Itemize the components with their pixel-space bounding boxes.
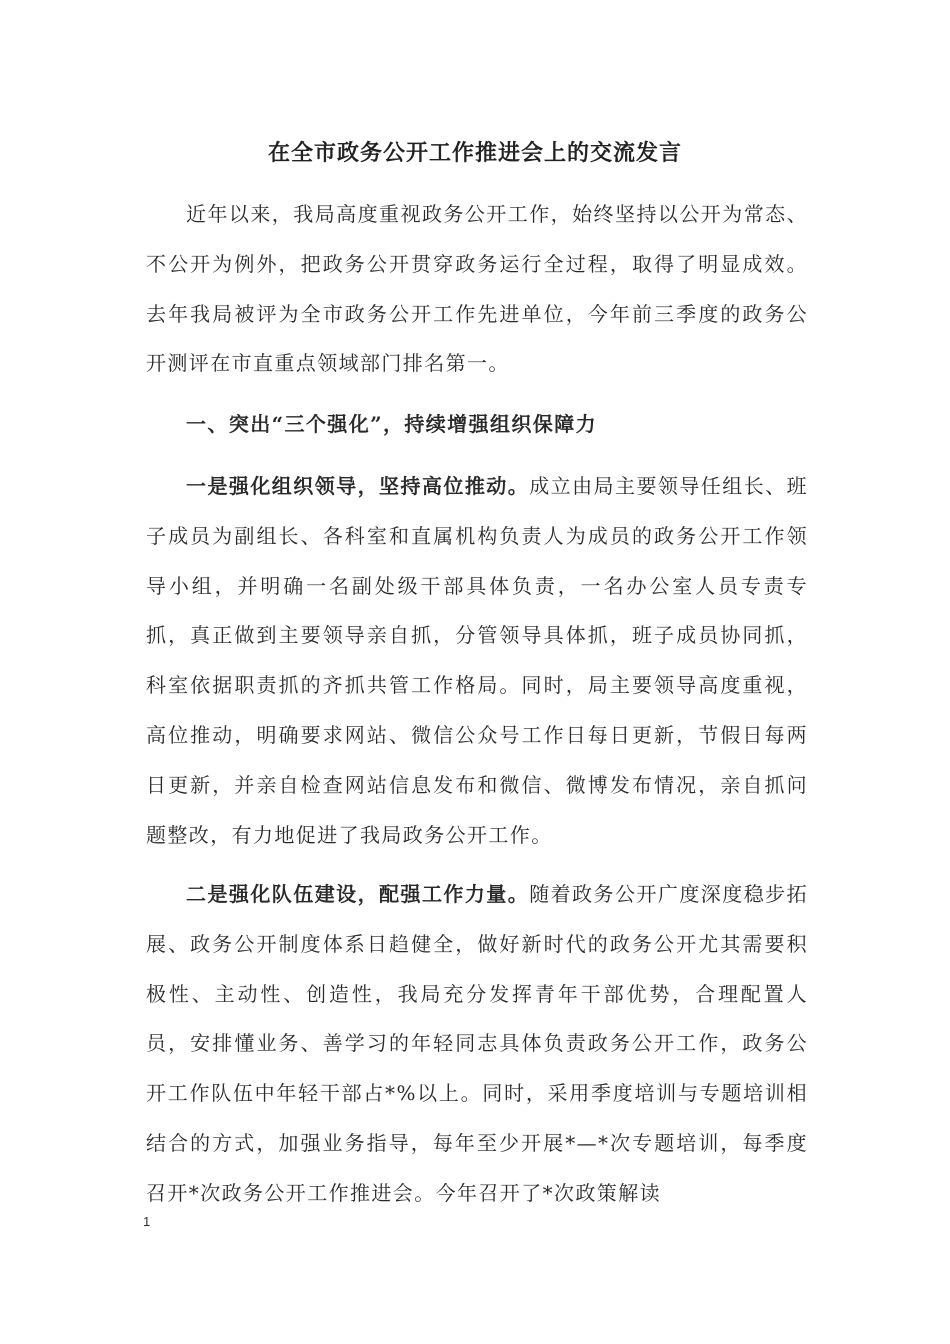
paragraph-lead: 二是强化队伍建设，配强工作力量。	[186, 882, 530, 906]
paragraph-team-building	[146, 870, 808, 1219]
paragraph-body: 随着政务公开广度深度稳步拓展、政务公开制度体系日趋健全，做好新时代的政务公开尤其需要积极性、主动性、创造性，我局充分发挥青年干部优势，合理配置人员，安排懂业务、善学习的年轻同志具体负责政务公开工作，政务公开工作队伍中年轻干部占*%以上。同时，采用季度培训与专题培训相结合的方式，加强业务指导，每年至少开展*—*次专题培训，每季度召开*次政务公开工作推进会。今年召开了*次政策解读	[146, 882, 808, 1205]
document-title: 在全市政务公开工作推进会上的交流发言	[267, 140, 682, 166]
paragraph-body: 成立由局主要领导任组长、班子成员为副组长、各科室和直属机构负责人为成员的政务公开工作领导小组，并明确一名副处级干部具体负责，一名办公室人员专责专抓，真正做到主要领导亲自抓，分管领导具体抓，班子成员协同抓，科室依据职责抓的齐抓共管工作格局。同时，局主要领导高度重视，高位推动，明确要求网站、微信公众号工作日每日更新，节假日每两日更新，并亲自检查网站信息发布和微信、微博发布情况，亲自抓问题整改，有力地促进了我局政务公开工作。	[146, 474, 808, 847]
intro-paragraph: 近年以来，我局高度重视政务公开工作，始终坚持以公开为常态、不公开为例外，把政务公开贯穿政务运行全过程，取得了明显成效。去年我局被评为全市政务公开工作先进单位，今年前三季度的政务公开测评在市直重点领域部门排名第一。	[146, 202, 808, 376]
paragraph-organization-leadership	[146, 462, 808, 860]
section-heading: 一、突出“三个强化”，持续增强组织保障力	[186, 412, 598, 436]
page-number: 1	[143, 1214, 151, 1229]
paragraph-lead: 一是强化组织领导，坚持高位推动。	[186, 474, 530, 498]
